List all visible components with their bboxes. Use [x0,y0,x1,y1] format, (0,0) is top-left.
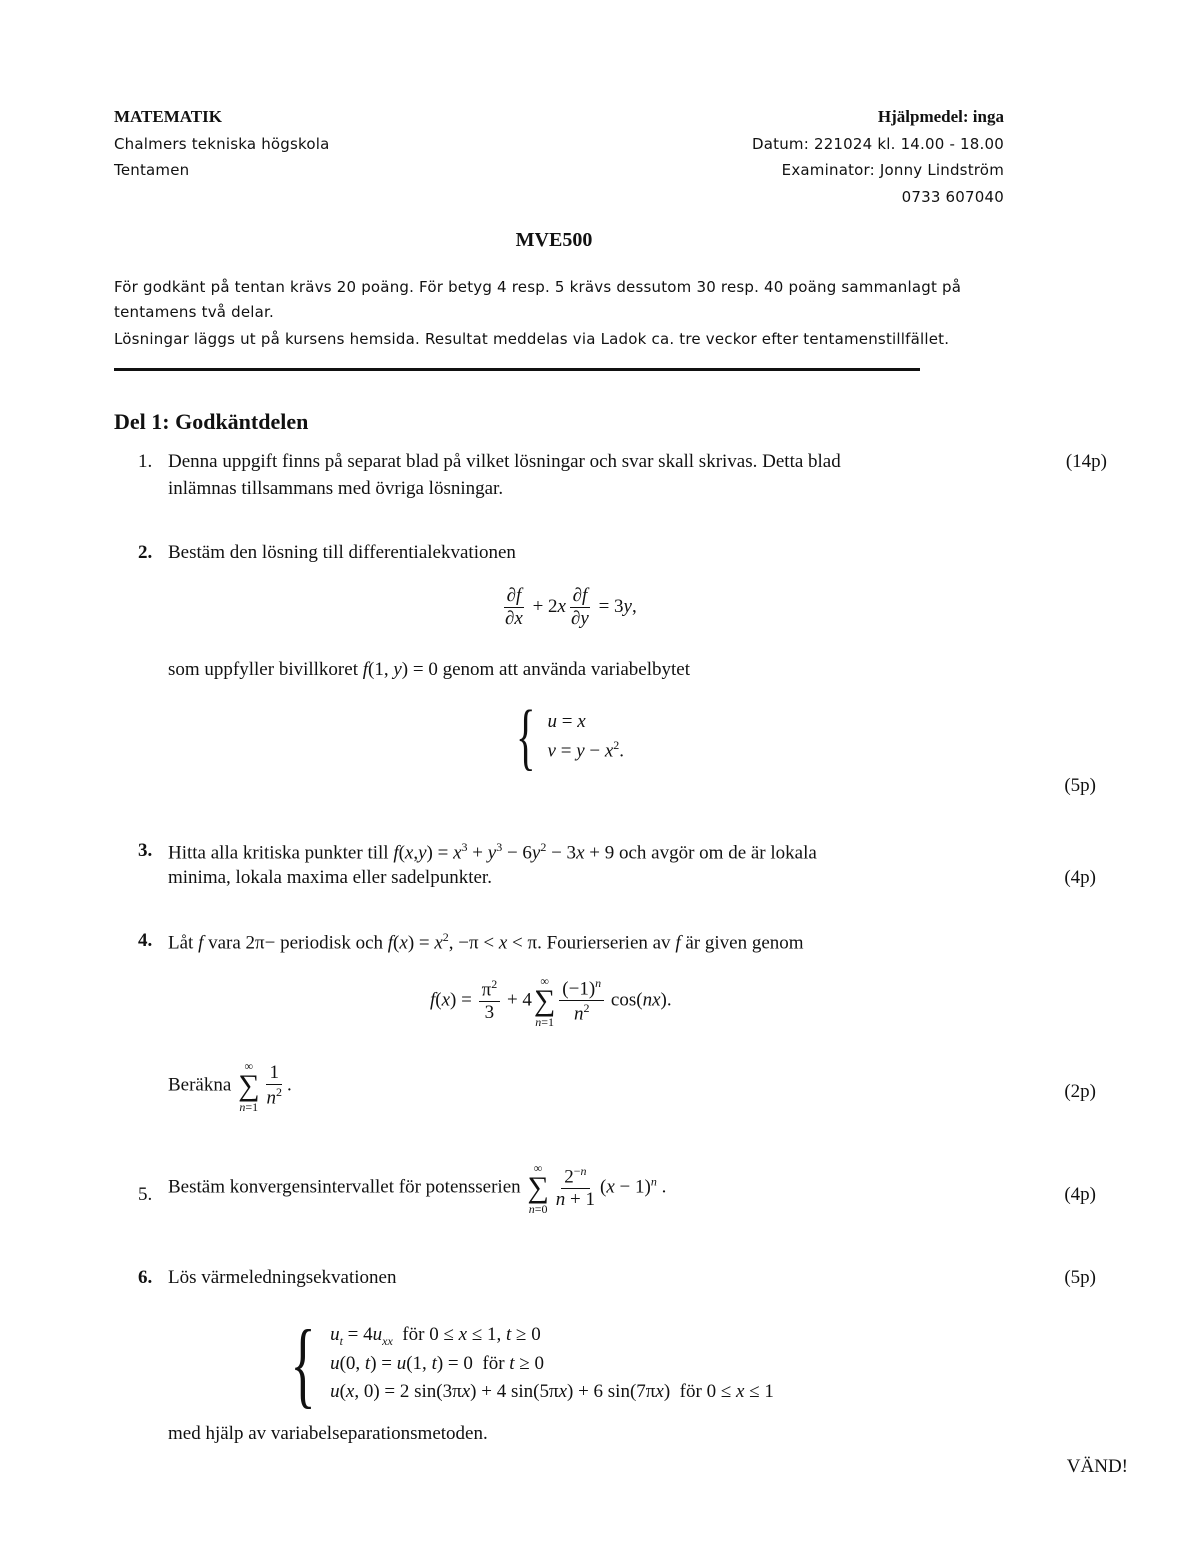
problem-5-number: 5. [138,1184,153,1205]
header-phone: 0733 607040 [901,188,1004,206]
problem-1-line-1: Denna uppgift finns på separat blad på vilket lösningar och svar skall skrivas. Detta blad [168,451,841,472]
problem-4-points: (2p) [1064,1081,1096,1102]
problem-6-for-1: för [402,1324,425,1346]
header-dept: MATEMATIK [114,107,222,126]
intro-line-2: tentamens två delar. [114,303,275,321]
header-aids: Hjälpmedel: inga [877,107,1004,126]
problem-2-points: (5p) [1064,775,1096,796]
problem-6-heat-system: { $u_t = 4u_{xx}$ för 0 ≤ x ≤ 1, t ≥ 0 u(0, t) = u(1, t) = 0 för t ≥ 0 u(x, 0) = 2 sin(3πx) + 4 sin(5πx) + 6 sin(7πx) för 0 ≤ x ≤ 1 [290,1310,774,1417]
problem-2-condition: som uppfyller bivillkoret f(1, y) = 0 genom att använda variabelbytet [168,659,691,680]
problem-4-t4: är given genom [685,932,804,954]
header-examiner: Examinator: Jonny Lindström [781,161,1004,179]
header-school: Chalmers tekniska högskola [114,135,330,153]
problem-5-points: (4p) [1064,1184,1096,1205]
intro-line-3: Lösningar läggs ut på kursens hemsida. Resultat meddelas via Ladok ca. tre veckor efter tentamenstillfället. [114,330,950,348]
problem-6-for-2: för [482,1352,505,1374]
problem-4-compute: Beräkna ∞ ∑ n=1 $\frac{1}{n^2}$ . [168,1059,292,1114]
problem-4-compute-label: Beräkna [168,1074,232,1096]
problem-3-line-2: minima, lokala maxima eller sadelpunkter. [168,867,492,888]
header-date: Datum: 221024 kl. 14.00 - 18.00 [751,135,1004,153]
problem-5-line: Bestäm konvergensintervallet för potensserien ∞ ∑ n=0 $\frac{2^{-n}}{n + 1}$ $(x - 1)^n$ . [168,1161,667,1216]
problem-2-cond-pre: som uppfyller bivillkoret [168,659,358,680]
problem-3-line-1: Hitta alla kritiska punkter till $f(x,y) = x^3 + y^3 - 6y^2 - 3x + 9$ och avgör om de är lokala [168,840,817,864]
problem-3-pre: Hitta alla kritiska punkter till [168,842,389,864]
problem-3-post: och avgör om de är lokala [618,842,817,864]
problem-3-points: (4p) [1064,867,1096,888]
problem-5-text: Bestäm konvergensintervallet för potensserien [168,1176,521,1198]
problem-4-fourier-series: f(x) = $\frac{\pi^2}{3}$ + 4 ∞ ∑ n=1 $\frac{(-1)^n}{n^2}$ cos(nx). [430,974,672,1029]
problem-4-line-1: Låt f vara 2π− periodisk och $f(x) = x^2$, −π < x < π. Fourierserien av f är given genom [168,930,804,954]
section-title: Del 1: Godkäntdelen [114,409,309,434]
course-code: MVE500 [515,229,593,251]
problem-6-number: 6. [138,1267,153,1288]
problem-4-t1: Låt [168,932,194,954]
intro-line-1: För godkänt på tentan krävs 20 poäng. För betyg 4 resp. 5 krävs dessutom 30 resp. 40 poäng sammanlagt på [114,278,962,296]
problem-1-line-2: inlämnas tillsammans med övriga lösningar. [168,478,504,499]
problem-1-points: (14p) [1065,451,1107,472]
problem-2-pde: $\frac{\partial f}{\partial x}$ + 2x $\frac{\partial f}{\partial y}$ = 3y, [505,585,637,629]
turn-page-note: VÄND! [1066,1456,1128,1477]
header-exam-type: Tentamen [114,161,190,179]
problem-6-text: Lös värmeledningsekvationen [168,1267,397,1288]
problem-4-t2: vara 2π− periodisk och [208,932,384,954]
problem-6-points: (5p) [1064,1267,1096,1288]
problem-4-t3: . Fourierserien av [537,932,671,954]
problem-2-substitution: { u = x $v = y - x^2$. [515,696,625,778]
problem-4-number: 4. [138,930,153,951]
divider-rule [114,368,920,371]
problem-6-for-3: för [679,1381,702,1403]
problem-6-after: med hjälp av variabelseparationsmetoden. [168,1423,488,1444]
problem-2-text: Bestäm den lösning till differentialekvationen [168,542,516,563]
problem-1-number: 1. [138,451,153,472]
problem-3-number: 3. [138,840,153,861]
problem-2-number: 2. [138,542,153,563]
problem-2-cond-post: genom att använda variabelbytet [442,659,691,680]
